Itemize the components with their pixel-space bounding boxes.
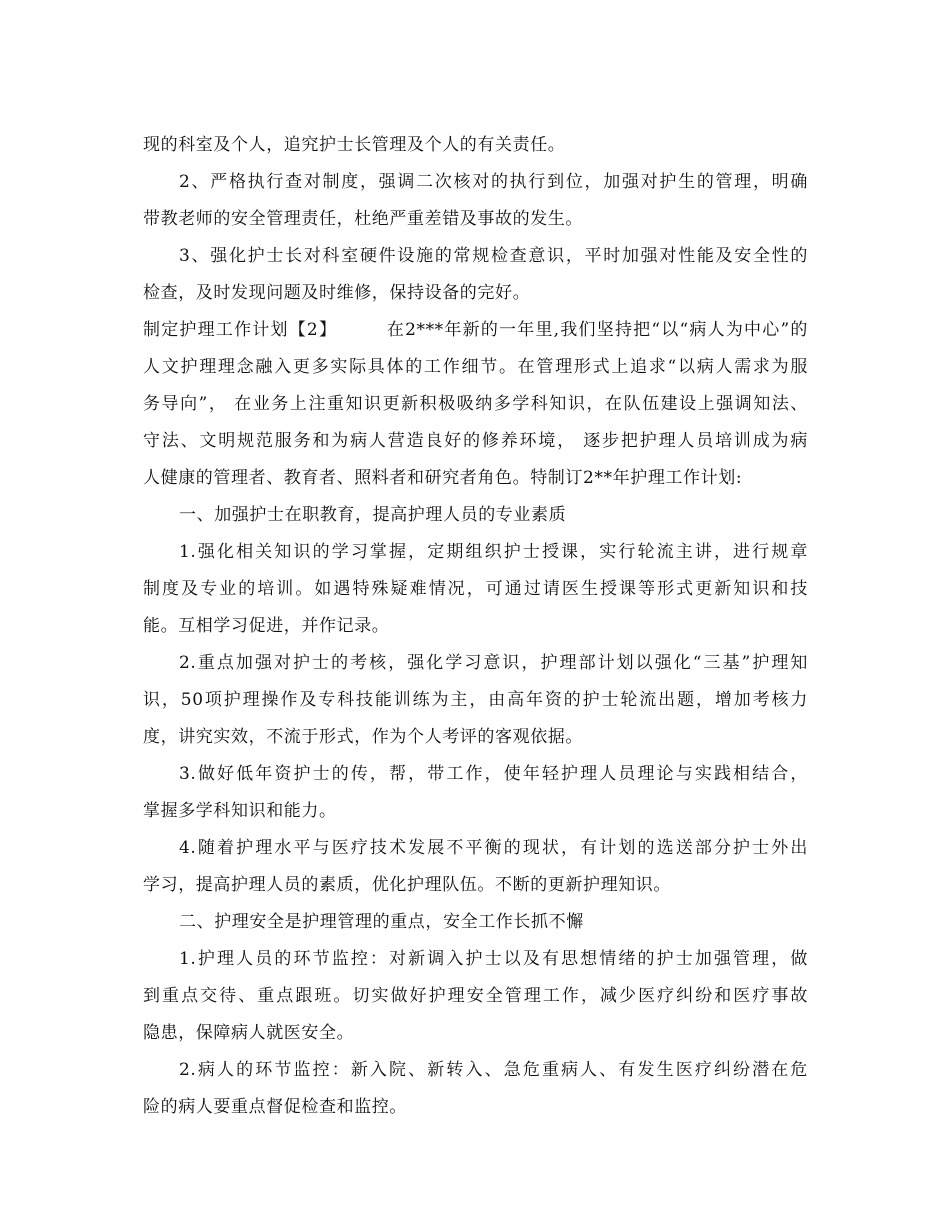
text-line: 2.病人的环节监控：新入院、新转入、急危重病人、有发生医疗纠纷潜在危	[179, 1060, 808, 1080]
text-line: 掌握多学科知识和能力。	[143, 801, 337, 821]
text-line: 检查，及时发现问题及时维修，保持设备的完好。	[143, 283, 531, 303]
text-line: 务导向”， 在业务上注重知识更新积极吸纳多学科知识，在队伍建设上强调知法、	[143, 394, 808, 414]
text-line: 能。互相学习促进，并作记录。	[143, 616, 390, 636]
document-page	[143, 127, 808, 1126]
text-line: 险的病人要重点督促检查和监控。	[143, 1097, 407, 1117]
text-line: 2、严格执行查对制度，强调二次核对的执行到位，加强对护生的管理，明确	[179, 172, 808, 192]
text-line: 一、加强护士在职教育，提高护理人员的专业素质	[179, 505, 567, 525]
text-line: 1.强化相关知识的学习掌握，定期组织护士授课，实行轮流主讲，进行规章	[179, 542, 808, 562]
text-line: 到重点交待、重点跟班。切实做好护理安全管理工作，减少医疗纠纷和医疗事故	[143, 986, 808, 1006]
text-line: 制度及专业的培训。如遇特殊疑难情况，可通过请医生授课等形式更新知识和技	[143, 579, 808, 599]
text-line: 学习，提高护理人员的素质，优化护理队伍。不断的更新护理知识。	[143, 875, 671, 895]
text-line: 1.护理人员的环节监控：对新调入护士以及有思想情绪的护士加强管理，做	[179, 949, 808, 969]
text-line: 带教老师的安全管理责任，杜绝严重差错及事故的发生。	[143, 209, 583, 229]
text-line: 2.重点加强对护士的考核，强化学习意识，护理部计划以强化“三基”护理知	[179, 653, 808, 673]
text-line: 人文护理理念融入更多实际具体的工作细节。在管理形式上追求“以病人需求为服	[143, 357, 808, 377]
text-line: 制定护理工作计划【2】 在2***年新的一年里,我们坚持把“以“病人为中心”的	[143, 320, 808, 340]
text-line: 人健康的管理者、教育者、照料者和研究者角色。特制订2**年护理工作计划:	[143, 468, 743, 488]
text-line: 4.随着护理水平与医疗技术发展不平衡的现状，有计划的选送部分护士外出	[179, 838, 808, 858]
text-line: 二、护理安全是护理管理的重点，安全工作长抓不懈	[179, 912, 584, 932]
text-line: 现的科室及个人，追究护士长管理及个人的有关责任。	[143, 135, 566, 155]
text-line: 守法、文明规范服务和为病人营造良好的修养环境， 逐步把护理人员培训成为病	[143, 431, 808, 451]
text-line: 3、强化护士长对科室硬件设施的常规检查意识，平时加强对性能及安全性的	[179, 246, 808, 266]
text-line: 识，50项护理操作及专科技能训练为主，由高年资的护士轮流出题，增加考核力	[143, 690, 808, 710]
text-line: 隐患，保障病人就医安全。	[143, 1023, 355, 1043]
text-line: 3.做好低年资护士的传，帮，带工作，使年轻护理人员理论与实践相结合，	[179, 764, 808, 784]
text-line: 度，讲究实效，不流于形式，作为个人考评的客观依据。	[143, 727, 583, 747]
